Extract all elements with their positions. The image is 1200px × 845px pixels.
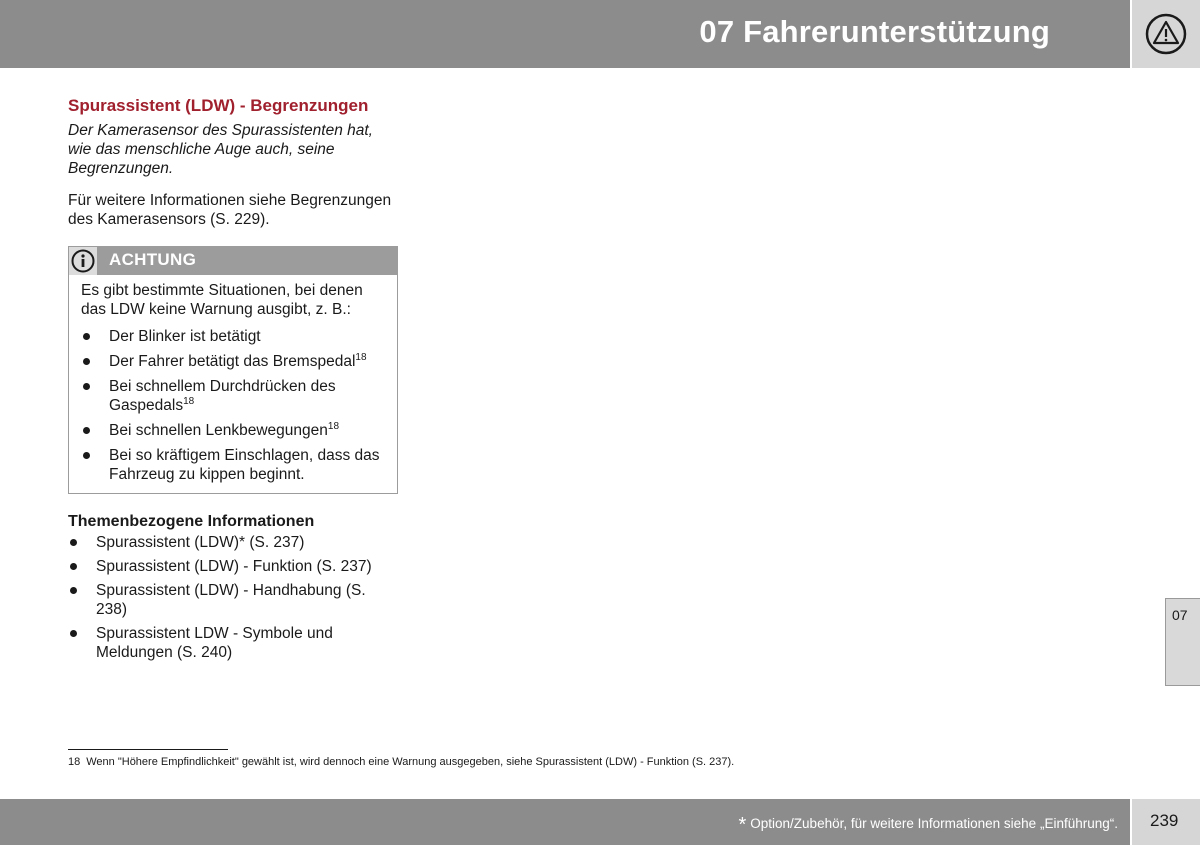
chapter-title: 07 Fahrerunterstützung <box>699 14 1050 49</box>
footer-note <box>738 814 1118 837</box>
warning-triangle-icon <box>1145 13 1187 55</box>
warning-list <box>81 327 385 484</box>
side-tab-label: 07 <box>1172 607 1188 623</box>
footer-note-text: Option/Zubehör, für weitere Informationen siehe „Einführung“. <box>750 816 1118 831</box>
header-bar <box>0 0 1130 68</box>
warning-box <box>68 246 398 494</box>
related-link[interactable]: Spurassistent (LDW) - Handhabung (S. 238) <box>68 581 400 619</box>
chapter-side-tab[interactable] <box>1165 598 1200 686</box>
bullet-icon <box>70 630 77 637</box>
warning-intro: Es gibt bestimmte Situationen, bei denen das LDW keine Warnung ausgibt, z. B.: <box>81 282 363 318</box>
bullet-icon <box>83 333 90 340</box>
warning-body <box>69 275 397 493</box>
bullet-icon <box>70 563 77 570</box>
section-paragraph: Für weitere Informationen siehe Begrenzungen des Kamerasensors (S. 229). <box>68 192 392 228</box>
bullet-icon <box>83 427 90 434</box>
info-icon <box>71 249 95 273</box>
warning-list-item: Bei schnellen Lenkbewegungen$^{18}$ <box>81 421 385 440</box>
warning-icon-cell <box>69 247 97 275</box>
bullet-icon <box>83 452 90 459</box>
main-content <box>68 96 400 662</box>
bullet-icon <box>83 383 90 390</box>
footnote-number: 18 <box>68 756 81 768</box>
bullet-icon <box>70 587 77 594</box>
bullet-icon <box>70 539 77 546</box>
footnote-text: Wenn "Höhere Empfindlichkeit" gewählt ist, wird dennoch eine Warnung ausgegeben, siehe Spurassistent (LDW) - Funktion (S. 237). <box>86 756 735 768</box>
warning-list-item: Der Blinker ist betätigt <box>81 327 385 346</box>
bullet-icon <box>83 358 90 365</box>
warning-list-item: Der Fahrer betätigt das Bremspedal$^{18}$ <box>81 352 385 371</box>
related-link[interactable]: Spurassistent LDW - Symbole und Meldungen (S. 240) <box>68 624 400 662</box>
footnote-divider <box>68 749 228 750</box>
related-title: Themenbezogene Informationen <box>68 513 315 530</box>
footer-star: * <box>738 814 747 836</box>
header-icon-box <box>1132 0 1200 68</box>
footnote <box>68 756 734 768</box>
page-number: 239 <box>1150 811 1179 830</box>
warning-label: ACHTUNG <box>109 250 197 269</box>
warning-list-item: Bei schnellem Durchdrücken des Gaspedals$^{18}$ <box>81 377 385 415</box>
related-info <box>68 513 400 662</box>
related-list <box>68 533 400 662</box>
page-number-box <box>1132 799 1200 845</box>
warning-header <box>69 247 397 275</box>
section-title: Spurassistent (LDW) - Begrenzungen <box>68 96 369 115</box>
related-link[interactable]: Spurassistent (LDW) - Funktion (S. 237) <box>68 557 400 576</box>
section-intro: Der Kamerasensor des Spurassistenten hat, wie das menschliche Auge auch, seine Begrenzungen. <box>68 122 373 177</box>
warning-list-item: Bei so kräftigem Einschlagen, dass das Fahrzeug zu kippen beginnt. <box>81 446 385 484</box>
footer-bar <box>0 799 1130 845</box>
related-link[interactable]: Spurassistent (LDW)* (S. 237) <box>68 533 400 552</box>
